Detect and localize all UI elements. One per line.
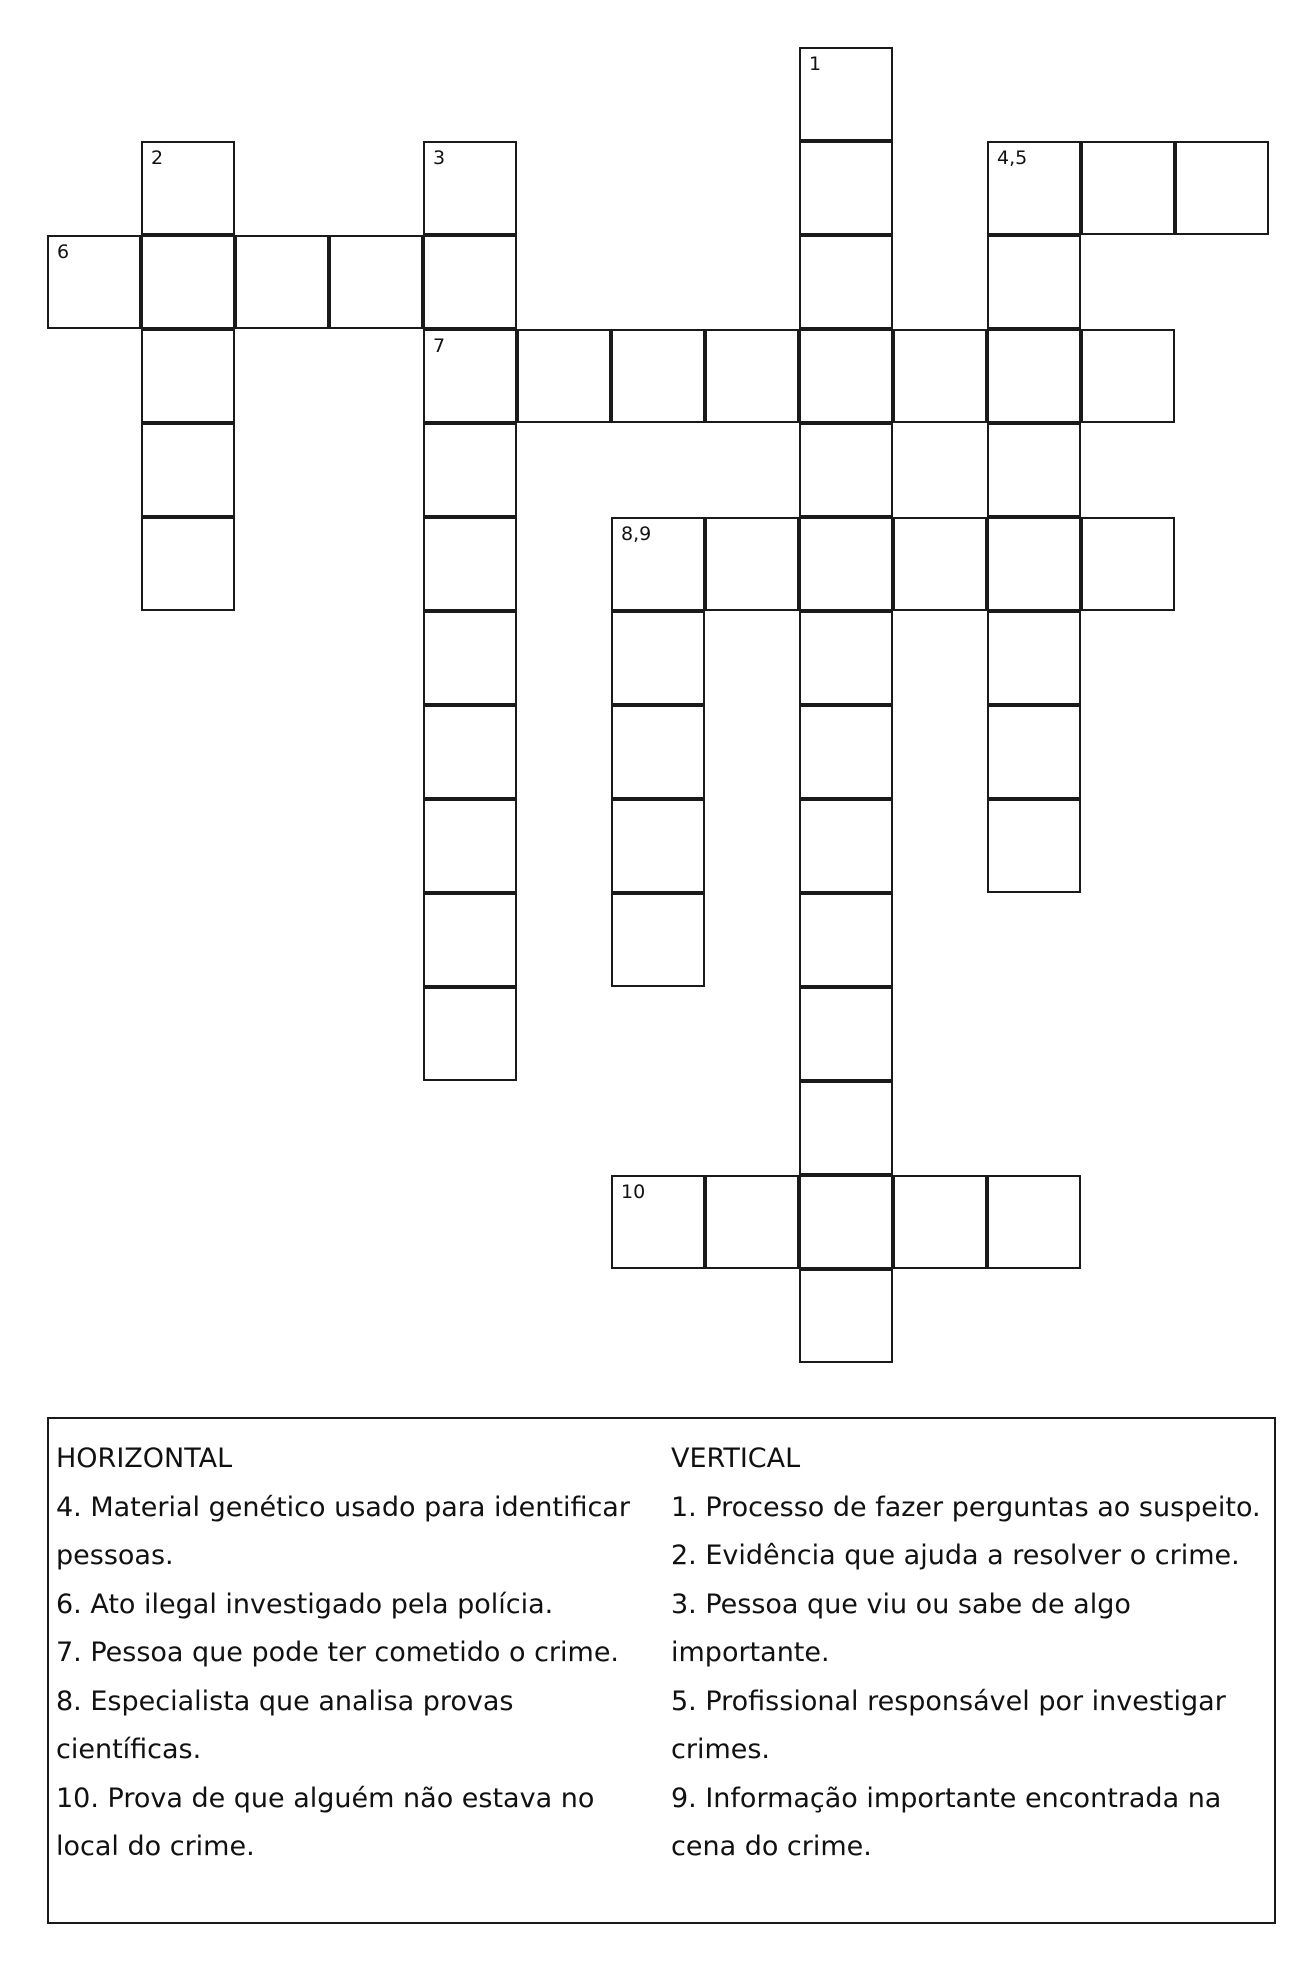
crossword-cell[interactable] [799, 1175, 893, 1269]
crossword-cell[interactable] [799, 987, 893, 1081]
crossword-cell[interactable] [611, 517, 705, 611]
horizontal-clue: 7. Pessoa que pode ter cometido o crime. [56, 1637, 620, 1668]
clues-box [47, 1417, 1276, 1924]
crossword-cell[interactable] [423, 235, 517, 329]
vertical-clue: 3. Pessoa que viu ou sabe de algo importante. [671, 1588, 1131, 1668]
crossword-cell[interactable] [893, 517, 987, 611]
clue-number: 3 [433, 147, 446, 169]
crossword-cell[interactable] [611, 799, 705, 893]
crossword-cell[interactable] [893, 329, 987, 423]
clue-number: 7 [433, 335, 446, 357]
crossword-cell[interactable] [611, 893, 705, 987]
crossword-cell[interactable] [611, 1175, 705, 1269]
crossword-cell[interactable] [705, 1175, 799, 1269]
crossword-cell[interactable] [799, 141, 893, 235]
crossword-cell[interactable] [141, 329, 235, 423]
crossword-cell[interactable] [329, 235, 423, 329]
crossword-cell[interactable] [423, 893, 517, 987]
crossword-cell[interactable] [423, 799, 517, 893]
vertical-clue: 2. Evidência que ajuda a resolver o crime. [671, 1540, 1240, 1571]
crossword-cell[interactable] [423, 705, 517, 799]
crossword-cell[interactable] [799, 893, 893, 987]
crossword-cell[interactable] [423, 611, 517, 705]
vertical-clue: 1. Processo de fazer perguntas ao suspeito. [671, 1491, 1261, 1523]
crossword-cell[interactable] [141, 423, 235, 517]
clue-number: 4,5 [997, 147, 1028, 169]
crossword-cell[interactable] [141, 141, 235, 235]
crossword-cell[interactable] [423, 423, 517, 517]
crossword-cell[interactable] [799, 329, 893, 423]
horizontal-clue: 6. Ato ilegal investigado pela polícia. [56, 1588, 554, 1620]
vertical-clue: 5. Profissional responsável por investigar crimes. [671, 1685, 1226, 1765]
crossword-cell[interactable] [517, 329, 611, 423]
horizontal-clue: 8. Especialista que analisa provas científicas. [56, 1685, 514, 1765]
crossword-cell[interactable] [893, 1175, 987, 1269]
crossword-cell[interactable] [705, 329, 799, 423]
crossword-cell[interactable] [141, 517, 235, 611]
horizontal-clue: 10. Prova de que alguém não estava no local do crime. [56, 1782, 595, 1862]
clue-number: 10 [621, 1181, 646, 1203]
crossword-cell[interactable] [1081, 141, 1175, 235]
crossword-cell[interactable] [799, 1081, 893, 1175]
vertical-clues [671, 1435, 1271, 1872]
clue-number: 6 [57, 241, 70, 263]
crossword-cell[interactable] [47, 235, 141, 329]
crossword-cell[interactable] [987, 329, 1081, 423]
crossword-cell[interactable] [799, 423, 893, 517]
vertical-heading: VERTICAL [671, 1443, 801, 1474]
clue-number: 8,9 [621, 523, 652, 545]
crossword-cell[interactable] [799, 799, 893, 893]
crossword-cell[interactable] [611, 705, 705, 799]
horizontal-clue: 4. Material genético usado para identificar pessoas. [56, 1491, 630, 1571]
crossword-cell[interactable] [987, 423, 1081, 517]
crossword-cell[interactable] [987, 799, 1081, 893]
crossword-cell[interactable] [1175, 141, 1269, 235]
crossword-cell[interactable] [987, 611, 1081, 705]
crossword-cell[interactable] [799, 235, 893, 329]
crossword-cell[interactable] [423, 141, 517, 235]
horizontal-heading: HORIZONTAL [56, 1443, 233, 1474]
crossword-cell[interactable] [611, 329, 705, 423]
crossword-cell[interactable] [423, 329, 517, 423]
crossword-cell[interactable] [987, 705, 1081, 799]
crossword-cell[interactable] [799, 705, 893, 799]
crossword-cell[interactable] [799, 1269, 893, 1363]
crossword-cell[interactable] [235, 235, 329, 329]
crossword-cell[interactable] [423, 987, 517, 1081]
crossword-cell[interactable] [987, 517, 1081, 611]
clue-number: 1 [809, 53, 822, 75]
crossword-cell[interactable] [1081, 517, 1175, 611]
crossword-cell[interactable] [799, 517, 893, 611]
crossword-cell[interactable] [799, 47, 893, 141]
crossword-cell[interactable] [987, 235, 1081, 329]
horizontal-clues [56, 1435, 656, 1872]
crossword-cell[interactable] [987, 1175, 1081, 1269]
crossword-cell[interactable] [423, 517, 517, 611]
crossword-cell[interactable] [1081, 329, 1175, 423]
crossword-cell[interactable] [799, 611, 893, 705]
clue-number: 2 [151, 147, 164, 169]
crossword-cell[interactable] [611, 611, 705, 705]
crossword-cell[interactable] [141, 235, 235, 329]
crossword-cell[interactable] [987, 141, 1081, 235]
vertical-clue: 9. Informação importante encontrada na cena do crime. [671, 1782, 1222, 1862]
crossword-cell[interactable] [705, 517, 799, 611]
